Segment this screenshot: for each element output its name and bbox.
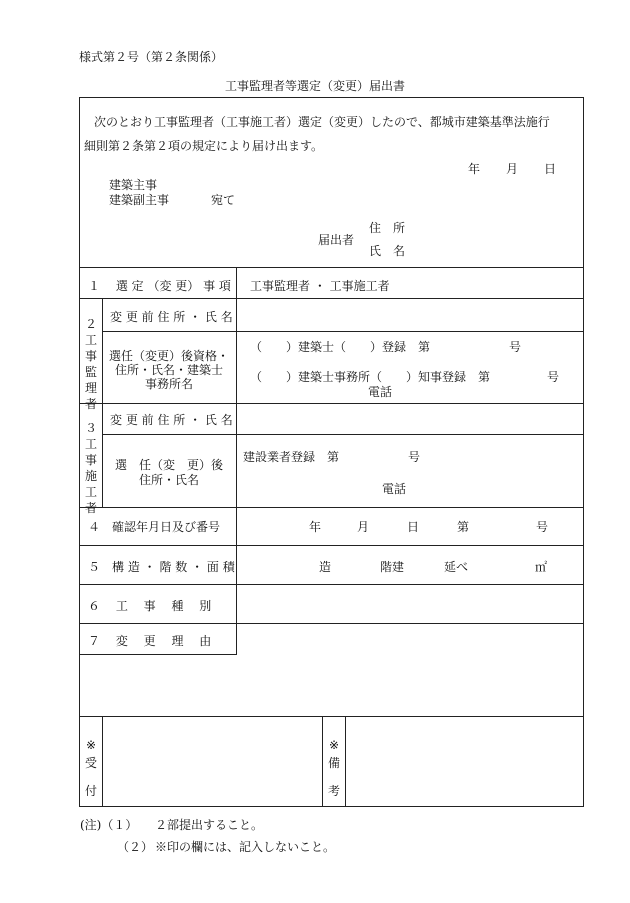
section2-char: 監 [84, 365, 97, 379]
section2-char: 事 [84, 349, 97, 363]
receipt-mark: ※ [85, 738, 97, 752]
receipt-divider [102, 716, 103, 807]
rule-8 [79, 584, 584, 585]
section3-char: 施 [84, 469, 97, 483]
row4-year: 年 [309, 520, 322, 534]
document-title: 工事監理者等選定（変更）届出書 [224, 79, 405, 93]
section2-phone: 電話 [368, 385, 393, 399]
frame-bottom [79, 806, 584, 807]
label-column-divider [236, 267, 237, 655]
architect-registration-go: 号 [509, 340, 522, 354]
row4-label: ４ 確認年月日及び番号 [88, 520, 221, 534]
frame-right [583, 97, 584, 807]
note-1-prefix: (注)（１） [80, 818, 138, 832]
section3-after-label-1: 選 任（変 更）後 [114, 458, 223, 472]
section2-after-label-2: 住所・氏名・建築士 [114, 363, 223, 377]
rule-6 [79, 507, 584, 508]
section3-char: 工 [84, 437, 97, 451]
receipt-char: 付 [84, 784, 97, 798]
section2-after-label-3: 事務所名 [144, 377, 193, 391]
addressee-suffix: 宛て [211, 193, 236, 207]
receipt-label [83, 736, 99, 800]
address-label: 住 所 [369, 221, 406, 235]
section2-prev-label: 変 更 前 住 所 ・ 氏 名 [110, 310, 233, 324]
section2-after-label-1: 選任（変更）後資格・ [108, 349, 229, 363]
row5-unit: ㎡ [535, 560, 548, 574]
remarks-mark: ※ [328, 738, 340, 752]
section2-vertical-label [83, 332, 99, 412]
section2-char: 工 [84, 333, 97, 347]
section2-number: ２ [84, 317, 97, 331]
name-label: 氏 名 [369, 244, 406, 258]
date-month-label: 月 [506, 162, 519, 176]
frame-left [79, 97, 80, 807]
addressee-1: 建築主事 [109, 178, 158, 192]
row5-floors: 階建 [380, 560, 405, 574]
note-2-text: ※印の欄には、記入しないこと。 [155, 840, 336, 854]
date-year-label: 年 [468, 162, 481, 176]
addressee-2: 建築副主事 [109, 193, 170, 207]
rule-7 [79, 545, 584, 546]
intro-line-2: 細則第２条第２項の規定により届け出ます。 [84, 139, 324, 153]
row7-label: ７ 変 更 理 由 [88, 634, 212, 648]
section2-char: 理 [84, 381, 97, 395]
rule-10 [79, 654, 237, 655]
row5-label: ５ 構 造 ・ 階 数 ・ 面 積 [88, 560, 235, 574]
row5-structure: 造 [319, 560, 332, 574]
rule-11 [79, 716, 584, 717]
rule-1 [79, 267, 584, 268]
row1-label: １ 選 定 （変 更） 事 項 [88, 279, 231, 293]
note-2-prefix: （２） [117, 840, 154, 854]
remarks-divider-left [322, 716, 323, 807]
date-day-label: 日 [544, 162, 557, 176]
contractor-registration-go: 号 [408, 450, 421, 464]
note-1-text: ２部提出すること。 [155, 818, 264, 832]
row4-day: 日 [407, 520, 420, 534]
row1-value: 工事監理者 ・ 工事施工者 [250, 279, 390, 293]
receipt-char: 受 [84, 756, 97, 770]
submitter-label: 届出者 [318, 233, 355, 247]
rule-4 [79, 403, 584, 404]
section3-char: 工 [84, 485, 97, 499]
section2-char: 者 [84, 397, 97, 411]
office-registration-go: 号 [547, 370, 560, 384]
section3-phone: 電話 [382, 482, 407, 496]
row5-total-area: 延べ [444, 560, 469, 574]
architect-registration: （ ）建築士（ ）登録 第 [250, 340, 431, 354]
section3-after-label-2: 住所・氏名 [138, 473, 199, 487]
rule-3 [102, 331, 584, 332]
remarks-label [326, 736, 342, 800]
row6-label: ６ 工 事 種 別 [88, 599, 212, 613]
row4-go: 号 [536, 520, 549, 534]
section3-prev-label: 変 更 前 住 所 ・ 氏 名 [110, 413, 233, 427]
row4-month: 月 [357, 520, 370, 534]
office-registration: （ ）建築士事務所（ ）知事登録 第 [250, 370, 491, 384]
rule-2 [79, 298, 584, 299]
row4-dai: 第 [457, 520, 470, 534]
frame-top [79, 97, 584, 98]
section3-char: 者 [84, 501, 97, 515]
remarks-divider-right [345, 716, 346, 807]
form-number: 様式第２号（第２条関係） [79, 50, 224, 64]
section3-number: ３ [84, 421, 97, 435]
remarks-char: 備 [327, 756, 340, 770]
rule-5 [102, 434, 584, 435]
rule-9 [79, 623, 584, 624]
section3-vertical-label [83, 436, 99, 516]
intro-line-1: 次のとおり工事監理者（工事施工者）選定（変更）したので、都城市建築基準法施行 [94, 115, 550, 129]
remarks-char: 考 [327, 784, 340, 798]
contractor-registration: 建設業者登録 第 [243, 450, 340, 464]
section3-char: 事 [84, 453, 97, 467]
